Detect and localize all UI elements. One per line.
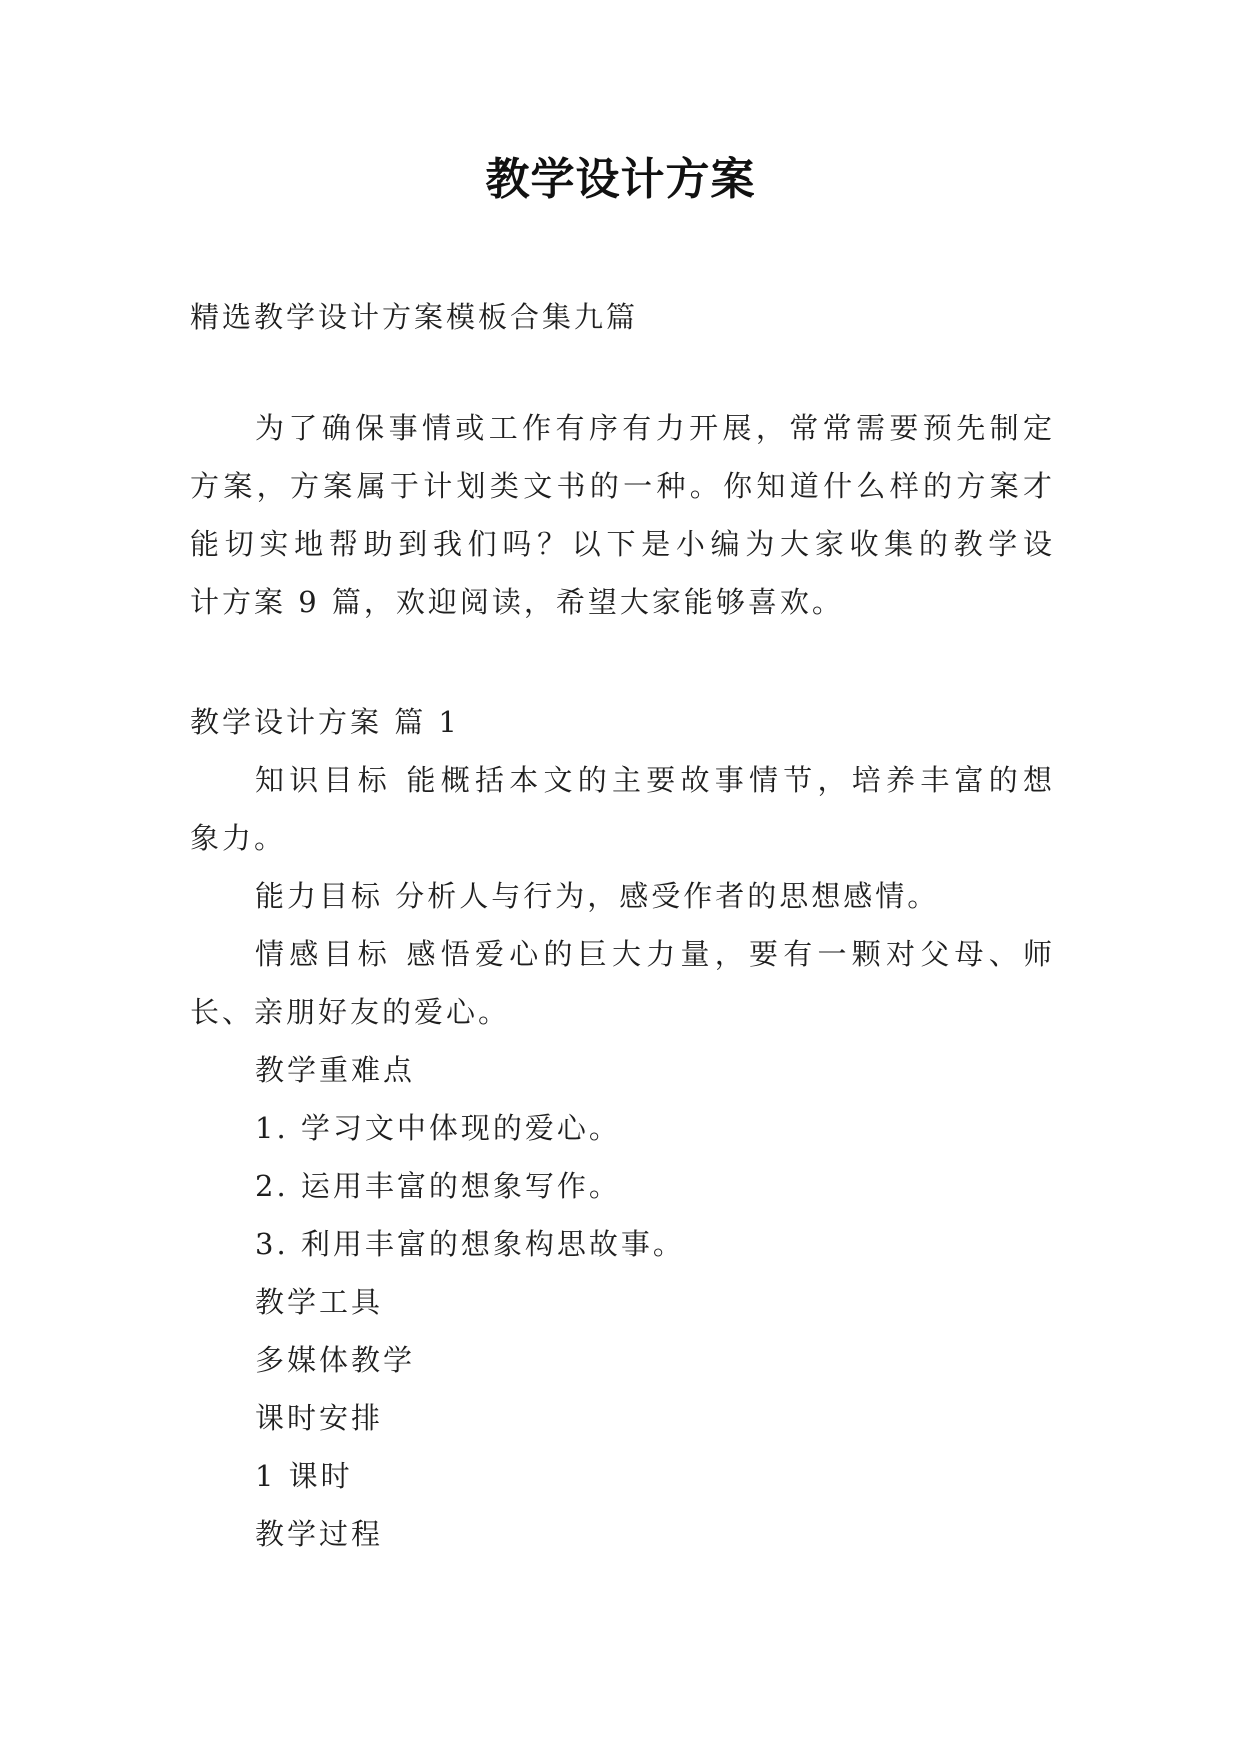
body-line: 1 课时	[255, 1459, 353, 1493]
body-line: 情感目标 感悟爱心的巨大力量，要有一颗对父母、师	[255, 937, 1052, 971]
body-line: 1. 学习文中体现的爱心。	[255, 1111, 621, 1145]
body-line: 教学过程	[255, 1517, 384, 1551]
body-line: 能力目标 分析人与行为，感受作者的思想感情。	[255, 879, 940, 913]
body-line: 多媒体教学	[255, 1343, 416, 1377]
intro-line: 计方案 9 篇，欢迎阅读，希望大家能够喜欢。	[190, 585, 844, 619]
intro-line: 为了确保事情或工作有序有力开展，常常需要预先制定	[255, 411, 1052, 445]
body-line: 象力。	[190, 821, 287, 855]
body-line: 知识目标 能概括本文的主要故事情节，培养丰富的想	[255, 763, 1052, 797]
body-line: 教学重难点	[255, 1053, 416, 1087]
body-line: 长、亲朋好友的爱心。	[190, 995, 511, 1029]
document-title: 教学设计方案	[485, 154, 756, 205]
intro-line: 能切实地帮助到我们吗？以下是小编为大家收集的教学设	[190, 527, 1052, 561]
body-line: 2. 运用丰富的想象写作。	[255, 1169, 621, 1203]
body-line: 教学工具	[255, 1285, 384, 1319]
body-line: 课时安排	[255, 1401, 384, 1435]
intro-line: 方案，方案属于计划类文书的一种。你知道什么样的方案才	[190, 469, 1052, 503]
section-heading: 教学设计方案 篇 1	[190, 705, 460, 739]
document-subtitle: 精选教学设计方案模板合集九篇	[190, 300, 639, 334]
body-line: 3. 利用丰富的想象构思故事。	[255, 1227, 685, 1261]
